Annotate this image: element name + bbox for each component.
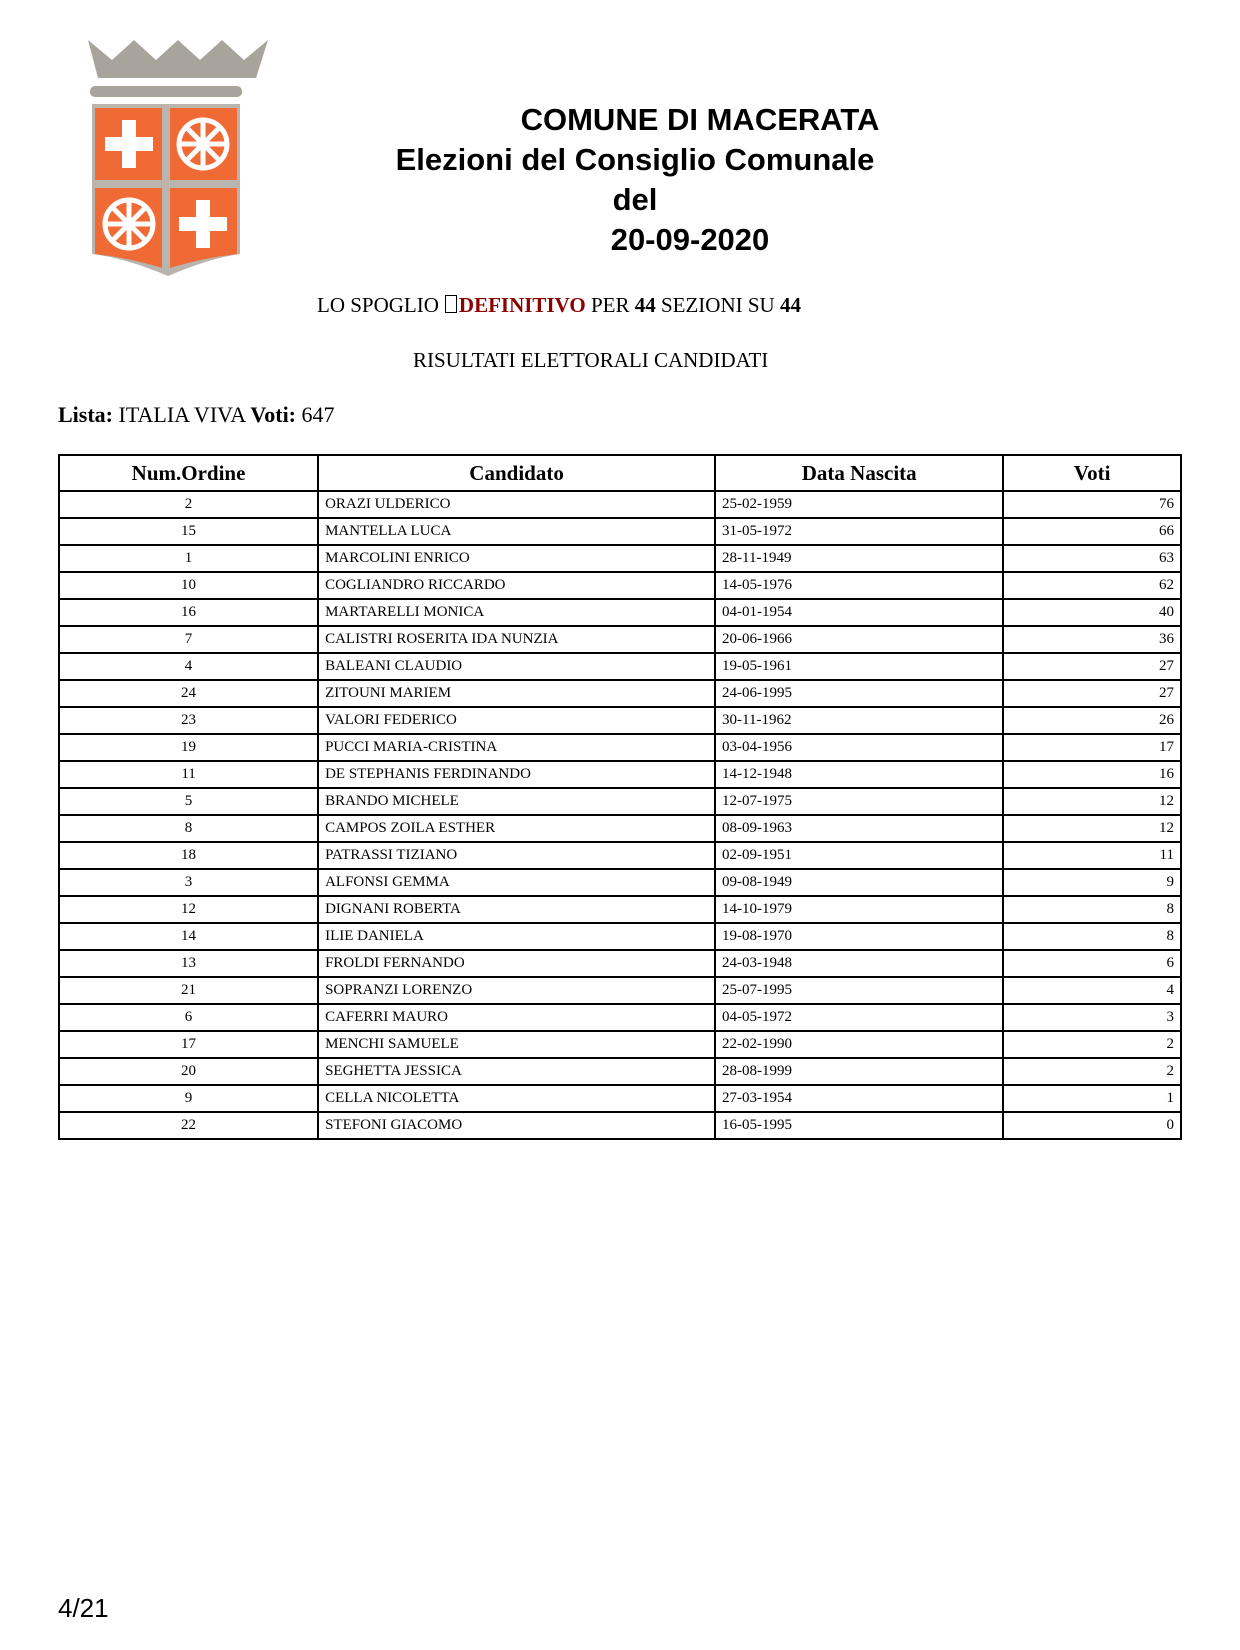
cell-voti: 63 (1003, 545, 1181, 572)
table-row (59, 1112, 1181, 1139)
table-row (59, 599, 1181, 626)
cell-data-nascita: 03-04-1956 (715, 734, 1003, 761)
cell-voti: 2 (1003, 1031, 1181, 1058)
lista-voti: 647 (301, 402, 335, 427)
cell-voti: 6 (1003, 950, 1181, 977)
coat-of-arms-logo (60, 32, 286, 290)
cell-num-ordine: 5 (59, 788, 318, 815)
spoglio-per: PER (590, 293, 630, 317)
cell-num-ordine: 17 (59, 1031, 318, 1058)
cell-num-ordine: 2 (59, 491, 318, 518)
list-summary (58, 402, 335, 428)
table-row (59, 923, 1181, 950)
cell-data-nascita: 25-02-1959 (715, 491, 1003, 518)
cell-voti: 17 (1003, 734, 1181, 761)
cell-candidato: MARCOLINI ENRICO (318, 545, 715, 572)
table-row (59, 1058, 1181, 1085)
cell-num-ordine: 15 (59, 518, 318, 545)
lista-voti-label: Voti: (250, 402, 297, 427)
cell-candidato: PATRASSI TIZIANO (318, 842, 715, 869)
wheel-icon (179, 120, 227, 168)
cell-data-nascita: 02-09-1951 (715, 842, 1003, 869)
cell-voti: 76 (1003, 491, 1181, 518)
cell-candidato: CAMPOS ZOILA ESTHER (318, 815, 715, 842)
lista-name: ITALIA VIVA (118, 402, 245, 427)
spoglio-status: DEFINITIVO (458, 293, 586, 317)
table-header-row (59, 455, 1181, 491)
cell-num-ordine: 24 (59, 680, 318, 707)
sezioni-label: SEZIONI SU (660, 293, 775, 317)
cell-voti: 8 (1003, 896, 1181, 923)
cell-voti: 26 (1003, 707, 1181, 734)
cell-candidato: BRANDO MICHELE (318, 788, 715, 815)
cell-data-nascita: 20-06-1966 (715, 626, 1003, 653)
cell-num-ordine: 19 (59, 734, 318, 761)
table-row (59, 788, 1181, 815)
cell-data-nascita: 19-05-1961 (715, 653, 1003, 680)
cell-data-nascita: 04-01-1954 (715, 599, 1003, 626)
table-row (59, 491, 1181, 518)
cell-candidato: ZITOUNI MARIEM (318, 680, 715, 707)
cell-num-ordine: 8 (59, 815, 318, 842)
cell-data-nascita: 25-07-1995 (715, 977, 1003, 1004)
column-header-candidato: Candidato (318, 455, 715, 491)
cell-candidato: COGLIANDRO RICCARDO (318, 572, 715, 599)
cell-candidato: SOPRANZI LORENZO (318, 977, 715, 1004)
column-header-data-nascita: Data Nascita (715, 455, 1003, 491)
table-row (59, 653, 1181, 680)
cell-candidato: ILIE DANIELA (318, 923, 715, 950)
table-row (59, 896, 1181, 923)
cell-data-nascita: 19-08-1970 (715, 923, 1003, 950)
cell-voti: 4 (1003, 977, 1181, 1004)
cell-num-ordine: 14 (59, 923, 318, 950)
cell-data-nascita: 27-03-1954 (715, 1085, 1003, 1112)
cell-candidato: CALISTRI ROSERITA IDA NUNZIA (318, 626, 715, 653)
wheel-icon (105, 200, 153, 248)
table-row (59, 869, 1181, 896)
cell-data-nascita: 31-05-1972 (715, 518, 1003, 545)
cell-candidato: VALORI FEDERICO (318, 707, 715, 734)
cell-voti: 27 (1003, 653, 1181, 680)
sezioni-totali: 44 (779, 293, 801, 317)
cell-voti: 12 (1003, 788, 1181, 815)
cell-data-nascita: 08-09-1963 (715, 815, 1003, 842)
cell-candidato: DE STEPHANIS FERDINANDO (318, 761, 715, 788)
cell-candidato: ORAZI ULDERICO (318, 491, 715, 518)
cell-voti: 11 (1003, 842, 1181, 869)
cell-voti: 66 (1003, 518, 1181, 545)
cell-candidato: MENCHI SAMUELE (318, 1031, 715, 1058)
cell-num-ordine: 4 (59, 653, 318, 680)
cell-candidato: MARTARELLI MONICA (318, 599, 715, 626)
table-row (59, 842, 1181, 869)
cell-candidato: ALFONSI GEMMA (318, 869, 715, 896)
cell-data-nascita: 12-07-1975 (715, 788, 1003, 815)
cell-voti: 16 (1003, 761, 1181, 788)
table-row (59, 545, 1181, 572)
table-row (59, 1031, 1181, 1058)
header-municipality: COMUNE DI MACERATA (520, 102, 880, 137)
header-election: Elezioni del Consiglio Comunale del (395, 142, 875, 217)
table-row (59, 734, 1181, 761)
table-row (59, 761, 1181, 788)
cell-voti: 2 (1003, 1058, 1181, 1085)
spoglio-status-line (317, 293, 801, 318)
cell-candidato: PUCCI MARIA-CRISTINA (318, 734, 715, 761)
cell-candidato: SEGHETTA JESSICA (318, 1058, 715, 1085)
table-row (59, 707, 1181, 734)
cell-voti: 9 (1003, 869, 1181, 896)
column-header-voti: Voti (1003, 455, 1181, 491)
cell-data-nascita: 24-03-1948 (715, 950, 1003, 977)
cell-num-ordine: 16 (59, 599, 318, 626)
cell-voti: 8 (1003, 923, 1181, 950)
cell-voti: 36 (1003, 626, 1181, 653)
cell-num-ordine: 13 (59, 950, 318, 977)
column-header-num-ordine: Num.Ordine (59, 455, 318, 491)
cell-voti: 40 (1003, 599, 1181, 626)
cell-voti: 12 (1003, 815, 1181, 842)
cell-data-nascita: 24-06-1995 (715, 680, 1003, 707)
cell-num-ordine: 18 (59, 842, 318, 869)
cell-candidato: STEFONI GIACOMO (318, 1112, 715, 1139)
cell-voti: 1 (1003, 1085, 1181, 1112)
table-row (59, 1004, 1181, 1031)
table-row (59, 815, 1181, 842)
cell-num-ordine: 1 (59, 545, 318, 572)
cell-data-nascita: 22-02-1990 (715, 1031, 1003, 1058)
crown-icon (88, 40, 268, 78)
cell-num-ordine: 10 (59, 572, 318, 599)
cell-num-ordine: 7 (59, 626, 318, 653)
cell-candidato: FROLDI FERNANDO (318, 950, 715, 977)
cell-candidato: BALEANI CLAUDIO (318, 653, 715, 680)
cell-candidato: DIGNANI ROBERTA (318, 896, 715, 923)
cell-voti: 27 (1003, 680, 1181, 707)
cell-num-ordine: 3 (59, 869, 318, 896)
table-row (59, 626, 1181, 653)
cell-data-nascita: 28-08-1999 (715, 1058, 1003, 1085)
table-row (59, 950, 1181, 977)
page-header (380, 100, 980, 260)
header-date: 20-09-2020 (610, 222, 770, 257)
cell-voti: 3 (1003, 1004, 1181, 1031)
cell-num-ordine: 22 (59, 1112, 318, 1139)
table-row (59, 977, 1181, 1004)
sezioni-scrutinate: 44 (634, 293, 656, 317)
lista-label: Lista: (58, 402, 113, 427)
cell-num-ordine: 6 (59, 1004, 318, 1031)
cell-data-nascita: 04-05-1972 (715, 1004, 1003, 1031)
cell-data-nascita: 14-05-1976 (715, 572, 1003, 599)
spoglio-prefix: LO SPOGLIO (317, 293, 439, 317)
cell-voti: 62 (1003, 572, 1181, 599)
cell-data-nascita: 16-05-1995 (715, 1112, 1003, 1139)
cell-data-nascita: 09-08-1949 (715, 869, 1003, 896)
cell-candidato: MANTELLA LUCA (318, 518, 715, 545)
cell-num-ordine: 21 (59, 977, 318, 1004)
section-title: RISULTATI ELETTORALI CANDIDATI (413, 348, 769, 372)
cell-data-nascita: 30-11-1962 (715, 707, 1003, 734)
table-row (59, 1085, 1181, 1112)
cell-data-nascita: 14-12-1948 (715, 761, 1003, 788)
cell-num-ordine: 9 (59, 1085, 318, 1112)
page-number: 4/21 (58, 1593, 109, 1623)
candidates-results-table (58, 454, 1182, 1140)
checkbox-glyph-icon (445, 295, 457, 313)
cell-num-ordine: 20 (59, 1058, 318, 1085)
table-row (59, 518, 1181, 545)
table-row (59, 572, 1181, 599)
cell-voti: 0 (1003, 1112, 1181, 1139)
cell-data-nascita: 28-11-1949 (715, 545, 1003, 572)
table-row (59, 680, 1181, 707)
cell-num-ordine: 12 (59, 896, 318, 923)
cell-data-nascita: 14-10-1979 (715, 896, 1003, 923)
cell-candidato: CAFERRI MAURO (318, 1004, 715, 1031)
cell-num-ordine: 11 (59, 761, 318, 788)
cell-num-ordine: 23 (59, 707, 318, 734)
cell-candidato: CELLA NICOLETTA (318, 1085, 715, 1112)
